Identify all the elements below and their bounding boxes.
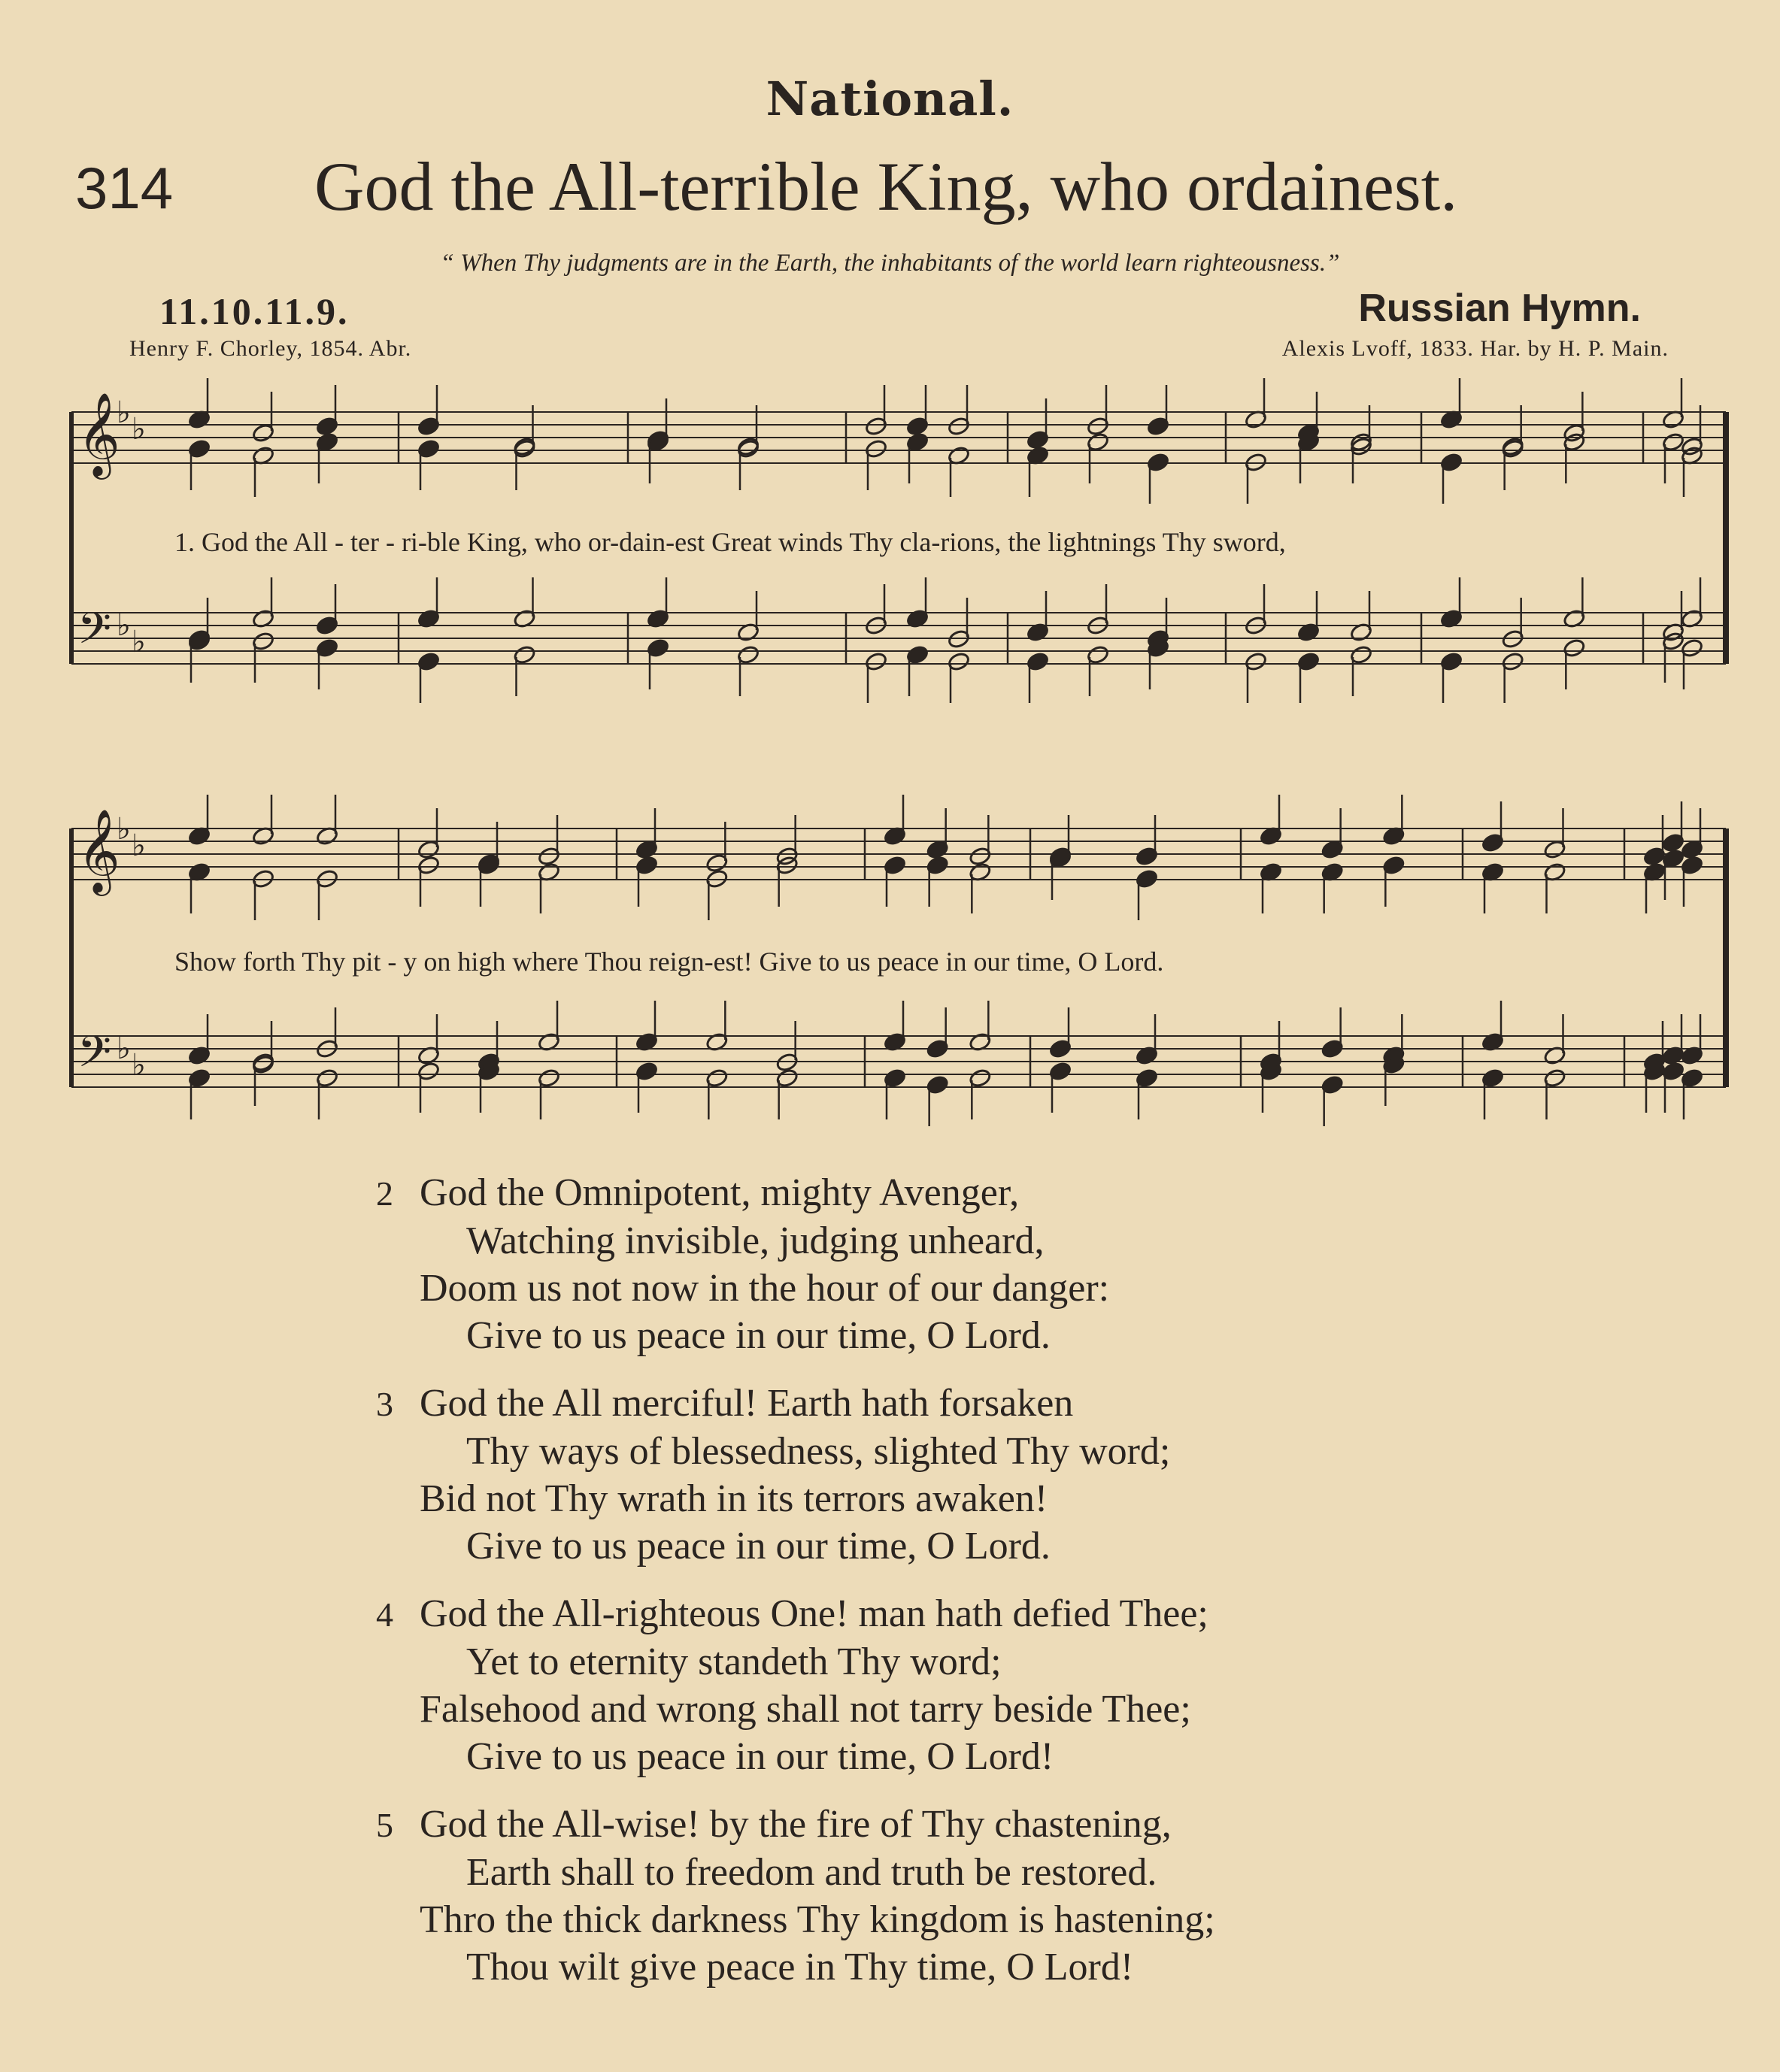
verse-number: 5: [376, 1806, 393, 1844]
verse-line: Falsehood and wrong shall not tarry beside Thee;: [420, 1688, 1191, 1731]
flat-sign: ♭: [117, 1031, 131, 1066]
verse-line: 3 God the All merciful! Earth hath forsaken: [376, 1380, 1170, 1428]
verse-line: Give to us peace in our time, O Lord.: [466, 1525, 1051, 1568]
epigraph: “ When Thy judgments are in the Earth, the inhabitants of the world learn righteousness.”: [440, 250, 1340, 277]
flat-sign: ♭: [117, 395, 131, 430]
tune-name: Russian Hymn.: [1358, 286, 1641, 330]
flat-sign: ♭: [132, 1048, 146, 1083]
verse-line: Thro the thick darkness Thy kingdom is hastening;: [420, 1898, 1215, 1941]
verse-line: Yet to eternity standeth Thy word;: [466, 1640, 1002, 1683]
verse-5: [376, 1801, 1215, 1991]
verse-line: Bid not Thy wrath in its terrors awaken!: [420, 1477, 1048, 1520]
verse-3: [376, 1380, 1170, 1570]
treble-clef: 𝄞: [77, 392, 120, 476]
flat-sign: ♭: [132, 412, 146, 447]
lyric-line-2: Show forth Thy pit - y on high where Thou reign-est! Give to us peace in our time, O Lord.: [174, 947, 1164, 977]
verse-line: Give to us peace in our time, O Lord!: [466, 1735, 1054, 1778]
section-heading: National.: [766, 71, 1014, 126]
hymn-number: 314: [75, 155, 174, 221]
verse-line: 5 God the All-wise! by the fire of Thy chastening,: [376, 1801, 1215, 1849]
flat-sign: ♭: [117, 812, 131, 847]
meter: 11.10.11.9.: [159, 290, 350, 332]
flat-sign: ♭: [132, 828, 146, 863]
verse-number: 3: [376, 1385, 393, 1423]
verse-line: Thou wilt give peace in Thy time, O Lord!: [466, 1946, 1134, 1989]
flat-sign: ♭: [132, 625, 146, 659]
verse-line: Thy ways of blessedness, slighted Thy word;: [466, 1430, 1171, 1473]
verse-2: [376, 1169, 1109, 1359]
hymn-title: God the All-terrible King, who ordainest.: [314, 148, 1458, 225]
treble-clef: 𝄞: [77, 808, 120, 892]
composer-credit: Alexis Lvoff, 1833. Har. by H. P. Main.: [1281, 336, 1669, 361]
verse-line: Doom us not now in the hour of our danger:: [420, 1267, 1110, 1310]
verse-line: 4 God the All-righteous One! man hath defied Thee;: [376, 1590, 1208, 1638]
verse-line: 2 God the Omnipotent, mighty Avenger,: [376, 1169, 1109, 1217]
author-credit: Henry F. Chorley, 1854. Abr.: [129, 336, 412, 361]
bass-clef: 𝄢: [77, 603, 112, 665]
flat-sign: ♭: [117, 608, 131, 643]
verse-line: Watching invisible, judging unheard,: [466, 1219, 1045, 1262]
verse-number: 2: [376, 1174, 393, 1213]
verse-line: Earth shall to freedom and truth be restored.: [466, 1851, 1157, 1894]
verse-number: 4: [376, 1595, 393, 1634]
verse-line: Give to us peace in our time, O Lord.: [466, 1314, 1051, 1357]
verse-4: [376, 1590, 1208, 1780]
lyric-line-1: 1. God the All - ter - ri-ble King, who or-dain-est Great winds Thy cla-rions, the lightnings Thy sword,: [174, 527, 1286, 557]
bass-clef: 𝄢: [77, 1026, 112, 1088]
